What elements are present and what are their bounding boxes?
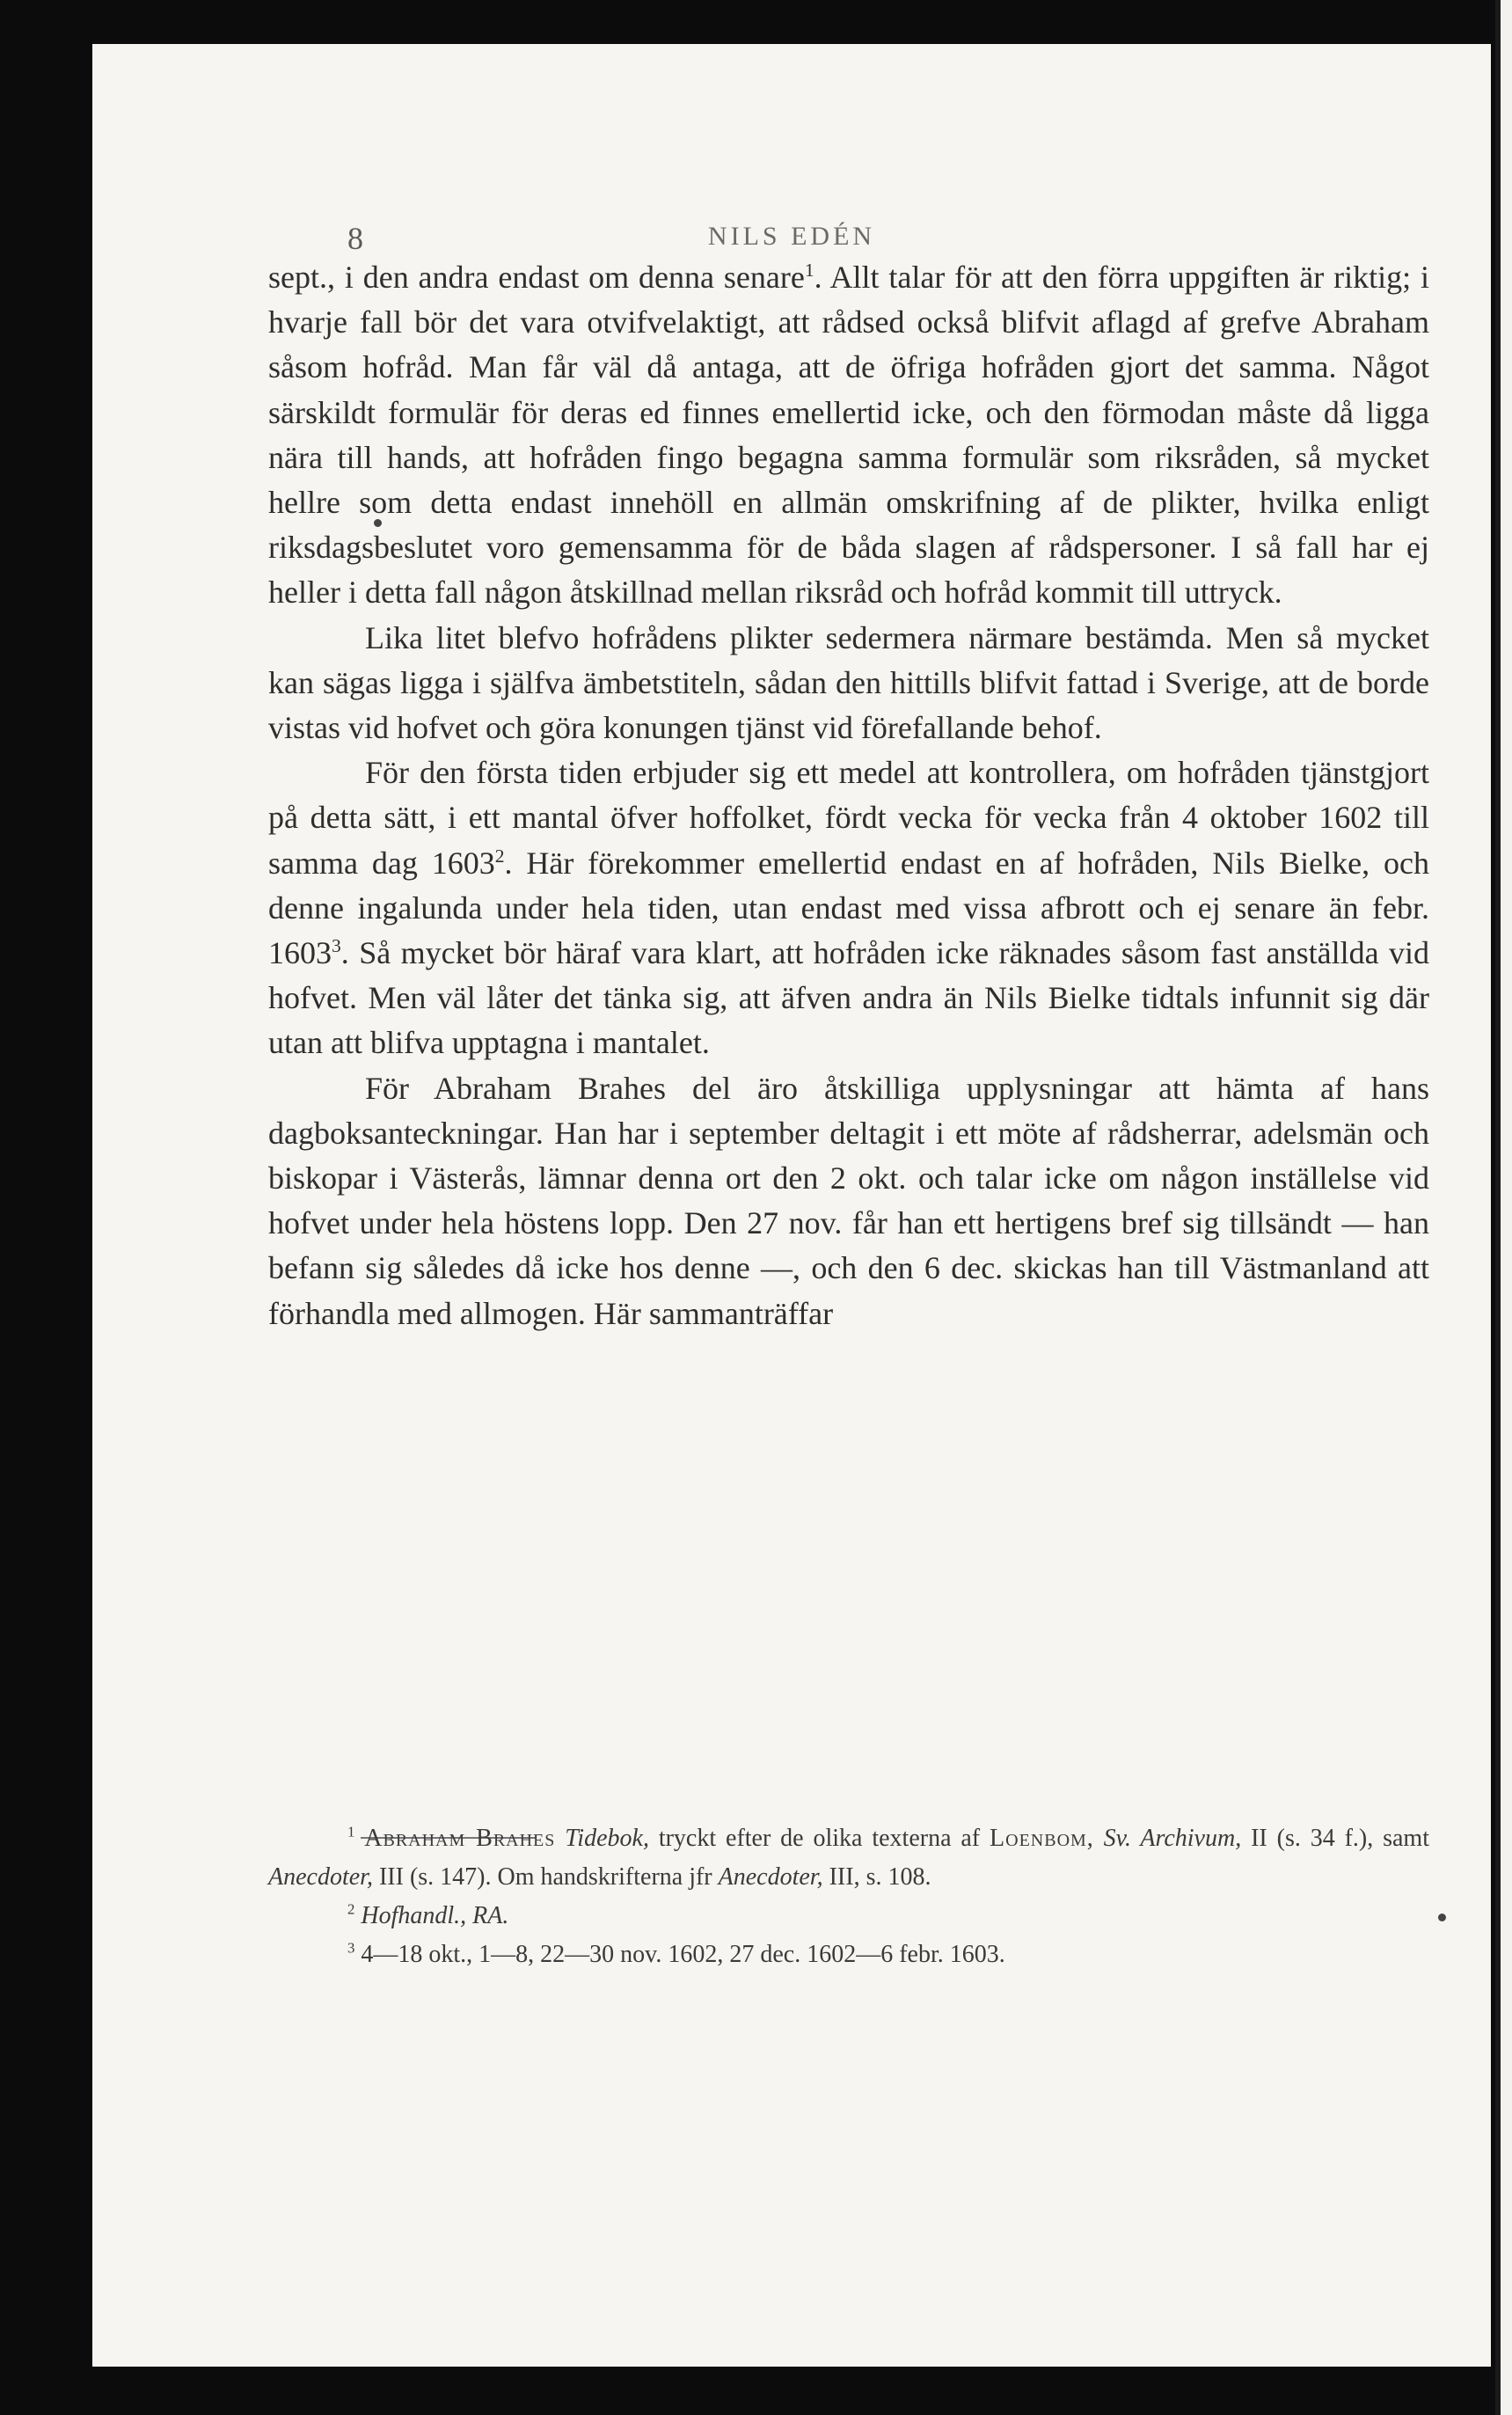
running-head [92,220,1491,255]
paragraph [268,1066,1429,1336]
text-run [555,1825,565,1852]
footnote [268,1936,1429,1974]
text-run: 4—18 okt., 1—8, 22—30 nov. 1602, 27 dec. 1602—6 febr. 1603. [354,1941,1005,1968]
scan-edge-shadow [1495,0,1501,2415]
text-run: Lika litet blefvo hofrådens plikter sedermera närmare bestämda. Men så mycket kan sägas ligga i själfva ämbetstiteln, sådan den hittills blifvit fattad i Sverige, att de borde vistas vid hofvet och göra konungen tjänst vid förefallande behof. [268,619,1429,746]
work-title: Anecdoter, [268,1863,373,1891]
text-run: . Allt talar för att den förra uppgiften är riktig; i hvarje fall bör det vara otvifvelaktigt, att rådsed också blifvit aflagd af grefve Abraham såsom hofråd. Man får väl då antaga, att de öfriga hofråden gjort det samma. Något särskildt formulär för deras ed finnes emellertid icke, och den förmodan måste då ligga nära till hands, att hofråden fingo begagna samma formulär som riksråden, så mycket hellre som detta endast innehöll en allmän omskrifning af de plikter, hvilka enligt riksdagsbeslutet voro gemensamma för de båda slagen af rådspersoner. I så fall har ej heller i detta fall någon åtskillnad mellan riksråd och hofråd kommit till uttryck. [268,260,1429,611]
work-title: Sv. Archivum, [1103,1825,1242,1852]
footnote [268,1819,1429,1897]
scan-edge [1495,0,1512,2415]
footnote-ref: 2 [347,1900,355,1918]
footnotes [268,1819,1429,1974]
text-run: . Här förekommer emellertid endast en af hofråden, Nils Bielke, och denne ingalunda under hela tiden, utan endast med vissa afbrott och ej senare än febr. 1603 [268,845,1429,971]
author-name: Abraham Brahes [364,1825,556,1852]
footnote-ref: 3 [347,1939,355,1957]
footnote [268,1897,1429,1936]
text-run: tryckt efter de olika texterna af [648,1825,990,1852]
page-number: 8 [347,221,363,256]
footnote-ref: 1 [347,1823,355,1841]
text-run: sept., i den andra endast om denna senare [268,260,805,295]
margin-dot [1438,1914,1446,1921]
running-title: NILS EDÉN [707,222,876,251]
author-name: Loenbom, [990,1825,1094,1852]
paragraph [268,750,1429,1065]
text-run: II (s. 34 f.), samt [1241,1825,1429,1852]
text-run [1094,1825,1104,1852]
text-run [354,1825,364,1852]
footnote-ref: 1 [804,260,814,281]
footnote-ref: 3 [332,935,341,957]
text-run: För Abraham Brahes del äro åtskilliga upplysningar att hämta af hans dagboksanteckningar. Han har i september deltagit i ett möte af rådsherrar, adelsmän och biskopar i Västerås, lämnar denna ort den 2 okt. och talar icke om någon inställelse vid hofvet under hela höstens lopp. Den 27 nov. får han ett hertigens bref sig tillsändt — han befann sig således då icke hos denne —, och den 6 dec. skickas han till Västmanland att förhandla med allmogen. Här sammanträffar [268,1070,1429,1331]
paragraph [268,255,1429,616]
text-run: För den första tiden erbjuder sig ett medel att kontrollera, om hofråden tjänstgjort på detta sätt, i ett mantal öfver hoffolket, fördt vecka för vecka från 4 oktober 1602 till samma dag 1603 [268,755,1429,881]
text-run: III, s. 108. [822,1863,931,1891]
work-title: Hofhandl., RA. [361,1902,509,1929]
paragraph [268,616,1429,751]
work-title: Anecdoter, [718,1863,823,1891]
work-title: Tidebok, [565,1825,649,1852]
text-run: III (s. 147). Om handskrifterna jfr [372,1863,719,1891]
text-run: . Så mycket bör häraf vara klart, att hofråden icke räknades såsom fast anställda vid hofvet. Men väl låter det tänka sig, att äfven andra än Nils Bielke tidtals infunnit sig där utan att blifva upptagna i mantalet. [268,935,1429,1061]
body-text [268,255,1429,1336]
footnote-ref: 2 [494,845,505,867]
